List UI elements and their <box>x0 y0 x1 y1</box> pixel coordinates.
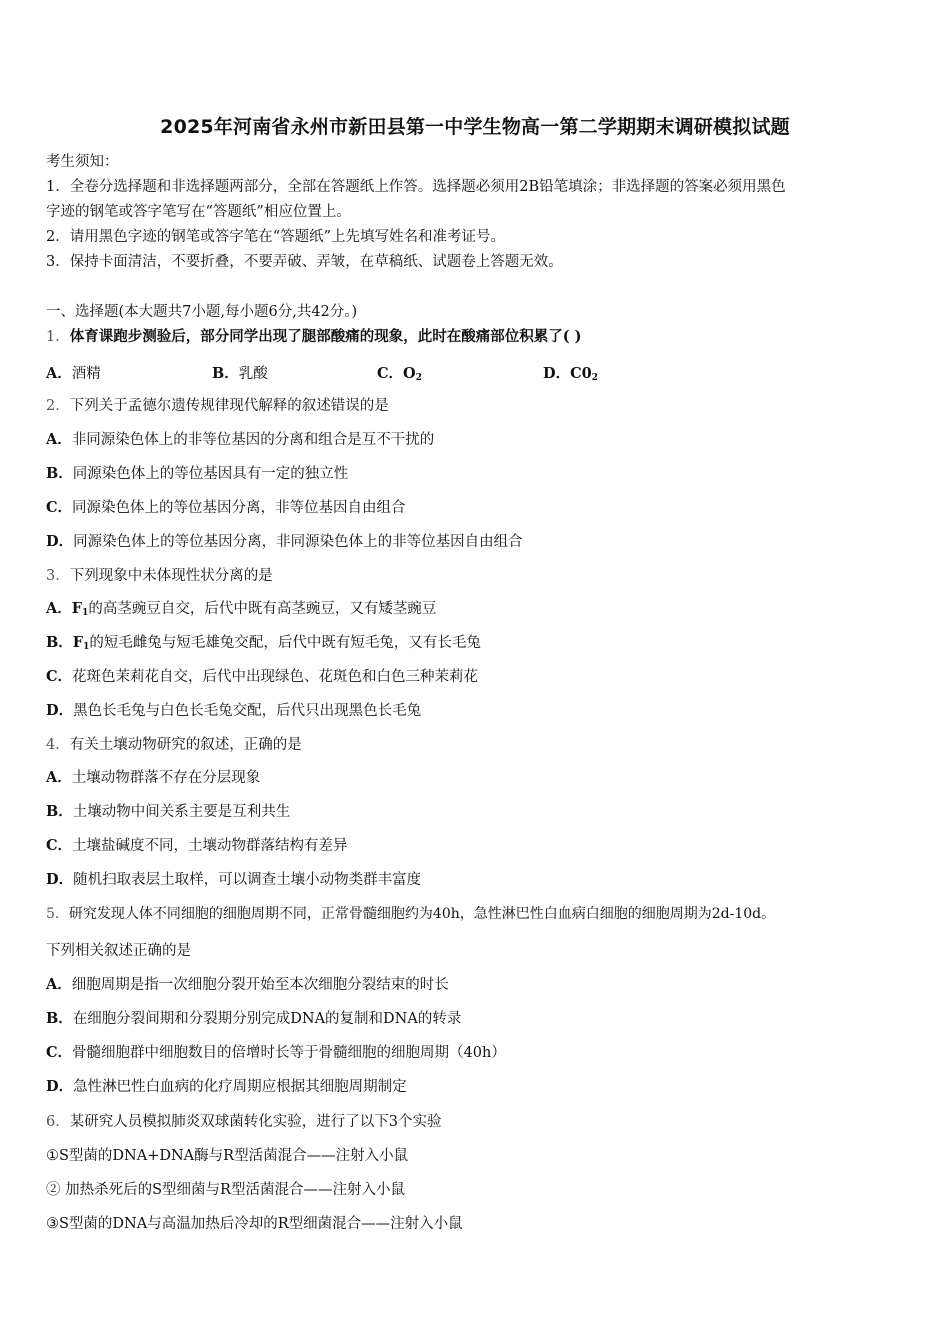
question-1 <box>46 327 582 347</box>
option-letter: D． <box>46 702 74 719</box>
notice-item: 1．全卷分选择题和非选择题两部分，全部在答题纸上作答。选择题必须用2B铅笔填涂；非选择题的答案必须用黑色 <box>46 179 786 195</box>
option-text: 土壤盐碱度不同，土壤动物群落结构有差异 <box>72 838 348 854</box>
option-letter: C． <box>377 365 404 382</box>
question-stem: 体育课跑步测验后，部分同学出现了腿部酸痛的现象，此时在酸痛部位积累了( ) <box>69 328 582 345</box>
option-text: 乳酸 <box>238 366 268 382</box>
notice-item: 2．请用黑色字迹的钢笔或答字笔在“答题纸”上先填写姓名和准考证号。 <box>46 229 506 245</box>
question-number: 4． <box>46 737 70 753</box>
option-c[interactable] <box>46 498 406 518</box>
option-text: 的短毛雌兔与短毛雄兔交配，后代中既有短毛兔，又有长毛兔 <box>89 635 481 651</box>
option-letter: A． <box>46 976 72 993</box>
question-stem: 有关土壤动物研究的叙述，正确的是 <box>69 737 302 753</box>
option-d[interactable] <box>46 1077 407 1097</box>
option-letter: A． <box>46 769 72 786</box>
option-d[interactable] <box>46 701 421 721</box>
option-letter: D． <box>543 365 571 382</box>
option-text: 同源染色体上的等位基因具有一定的独立性 <box>72 466 349 482</box>
option-text: 同源染色体上的等位基因分离，非同源染色体上的非等位基因自由组合 <box>73 534 523 550</box>
option-text: 非同源染色体上的非等位基因的分离和组合是互不干扰的 <box>71 432 435 448</box>
option-letter: C． <box>46 1044 73 1061</box>
question-stem: 下列现象中未体现性状分离的是 <box>69 568 273 584</box>
option-prefix: F <box>71 600 83 617</box>
option-text: 黑色长毛兔与白色长毛兔交配，后代只出现黑色长毛兔 <box>73 703 422 719</box>
question-number: 1． <box>46 329 70 345</box>
section-heading: 一、选择题(本大题共7小题,每小题6分,共42分。) <box>46 304 358 320</box>
question-stem: 研究发现人体不同细胞的细胞周期不同，正常骨髓细胞约为40h，急性淋巴性白血病白细胞的细胞周期为2d-10d。 <box>68 906 776 922</box>
option-letter: C． <box>46 668 73 685</box>
option-subscript: 1 <box>82 608 89 618</box>
question-3 <box>46 566 273 586</box>
option-prefix: F <box>72 634 84 651</box>
option-a[interactable] <box>46 768 260 788</box>
option-a[interactable] <box>46 975 449 995</box>
option-subscript: 2 <box>415 373 422 383</box>
option-text: 同源染色体上的等位基因分离，非等位基因自由组合 <box>72 500 406 516</box>
option-text: 花斑色茉莉花自交，后代中出现绿色、花斑色和白色三种茉莉花 <box>72 669 479 685</box>
option-c[interactable] <box>377 362 422 383</box>
option-letter: D． <box>46 533 74 550</box>
option-letter: B． <box>212 365 239 382</box>
question-6 <box>46 1112 441 1132</box>
question-number: 3． <box>46 568 70 584</box>
question-stem: 某研究人员模拟肺炎双球菌转化实验，进行了以下3个实验 <box>69 1114 442 1130</box>
option-text: C0 <box>570 365 592 382</box>
option-d[interactable] <box>46 532 523 552</box>
page-title: 2025年河南省永州市新田县第一中学生物高一第二学期期末调研模拟试题 <box>160 116 790 138</box>
notice-item: 字迹的钢笔或答字笔写在“答题纸”相应位置上。 <box>46 204 351 220</box>
option-letter: B． <box>46 1010 73 1027</box>
option-letter: B． <box>46 803 73 820</box>
notice-heading: 考生须知： <box>46 154 119 170</box>
question-2 <box>46 396 389 416</box>
option-text: 在细胞分裂间期和分裂期分别完成DNA的复制和DNA的转录 <box>72 1011 462 1027</box>
option-letter: A． <box>46 431 72 448</box>
option-text: 细胞周期是指一次细胞分裂开始至本次细胞分裂结束的时长 <box>71 977 449 993</box>
option-b[interactable] <box>46 1009 461 1029</box>
option-text: 酒精 <box>71 366 101 382</box>
question-5-stem-cont: 下列相关叙述正确的是 <box>46 943 191 959</box>
option-text: O <box>403 365 416 382</box>
option-text: 的高茎豌豆自交，后代中既有高茎豌豆，又有矮茎豌豆 <box>88 601 437 617</box>
option-b[interactable] <box>46 464 348 484</box>
option-c[interactable] <box>46 1043 506 1063</box>
option-subscript: 1 <box>83 642 90 652</box>
option-text: 骨髓细胞群中细胞数目的倍增时长等于骨髓细胞的细胞周期（40h） <box>72 1045 506 1061</box>
experiment-item: ①S型菌的DNA+DNA酶与R型活菌混合——注射入小鼠 <box>46 1148 409 1164</box>
option-d[interactable] <box>46 870 421 890</box>
notice-item: 3．保持卡面清洁，不要折叠，不要弄破、弄皱，在草稿纸、试题卷上答题无效。 <box>46 254 563 270</box>
question-5 <box>46 904 775 924</box>
option-letter: B． <box>46 465 73 482</box>
option-c[interactable] <box>46 836 348 856</box>
experiment-item: ③S型菌的DNA与高温加热后冷却的R型细菌混合——注射入小鼠 <box>46 1216 463 1232</box>
option-letter: C． <box>46 499 73 516</box>
option-a[interactable] <box>46 599 436 623</box>
experiment-item: ② 加热杀死后的S型细菌与R型活菌混合——注射入小鼠 <box>46 1182 405 1198</box>
option-b[interactable] <box>46 633 481 657</box>
option-c[interactable] <box>46 667 478 687</box>
option-letter: C． <box>46 837 73 854</box>
question-stem: 下列关于孟德尔遗传规律现代解释的叙述错误的是 <box>69 398 389 414</box>
question-number: 2． <box>46 398 70 414</box>
question-number: 6． <box>46 1114 70 1130</box>
option-letter: A． <box>46 600 72 617</box>
option-text: 土壤动物中间关系主要是互利共生 <box>72 804 291 820</box>
question-4 <box>46 735 302 755</box>
option-letter: D． <box>46 871 74 888</box>
option-b[interactable] <box>46 802 290 822</box>
option-text: 土壤动物群落不存在分层现象 <box>71 770 261 786</box>
option-d[interactable] <box>543 362 598 383</box>
option-text: 随机扫取表层土取样，可以调查土壤小动物类群丰富度 <box>73 872 422 888</box>
option-text: 急性淋巴性白血病的化疗周期应根据其细胞周期制定 <box>73 1079 407 1095</box>
option-letter: A． <box>46 365 72 382</box>
option-letter: B． <box>46 634 73 651</box>
option-b[interactable] <box>212 362 268 383</box>
option-letter: D． <box>46 1078 74 1095</box>
option-a[interactable] <box>46 430 434 450</box>
option-subscript: 2 <box>591 373 598 383</box>
question-number: 5． <box>46 906 69 922</box>
option-a[interactable] <box>46 362 101 383</box>
